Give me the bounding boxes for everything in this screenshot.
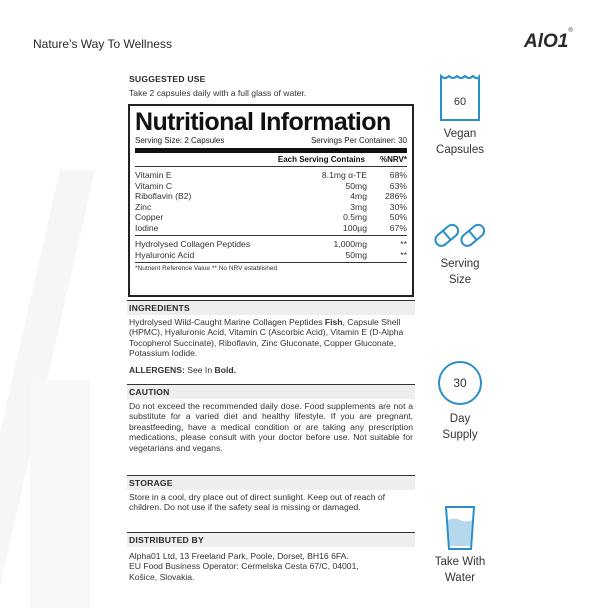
ingredients-heading: INGREDIENTS (127, 300, 415, 315)
allergens-line (127, 363, 415, 375)
ingredients-text-a: Hydrolysed Wild-Caught Marine Collagen Peptides (129, 317, 325, 327)
feature-take-with-water (425, 504, 495, 586)
ingredients-text (127, 315, 415, 359)
caution-heading: CAUTION (127, 384, 415, 399)
feature-label-2: Size (448, 274, 472, 286)
nutrition-thick-rule (135, 148, 407, 153)
nutrient-name: Vitamin E (135, 170, 172, 180)
suggested-use-section (127, 72, 415, 98)
eu-operator: EU Food Business Operator: Cermelska Cesta 67/C, 04001, (129, 561, 359, 572)
feature-serving-size (425, 218, 495, 288)
distributed-text (127, 549, 415, 582)
nutrient-value: 50mg (345, 180, 367, 191)
nrv-column-header: %NRV* (380, 155, 407, 164)
header (0, 0, 608, 70)
allergens-bold: Bold. (214, 364, 236, 375)
nutrient-value: 8.1mg α-TE (321, 170, 367, 180)
nutrient-name: Vitamin C (135, 180, 173, 191)
ingredients-text-b: , Capsule Shell (HPMC), Hyaluronic Acid, Vitamin C (Ascorbic Acid), Vitamin E (D-Alpha Tocopherol Succinate), Riboflavin, Zinc Gluconate, Copper Gluconate, Potassium Iodide. (129, 317, 404, 359)
water-glass-icon (440, 504, 480, 552)
day-circle-icon (435, 358, 485, 408)
feature-label-2: Supply (442, 429, 478, 441)
nutrition-panel (128, 104, 414, 297)
servings-per-container: Servings Per Container: 30 (310, 136, 407, 145)
pouch-number: 60 (453, 96, 467, 108)
amount-column-header: Each Serving Contains (277, 155, 365, 164)
nutrient-row (135, 181, 407, 192)
brand-logo (524, 27, 573, 53)
storage-section (127, 475, 415, 513)
nutrient-value: 50mg (345, 249, 367, 260)
nutrient-nrv: 50% (389, 212, 407, 222)
nutrient-value: 4mg (350, 191, 367, 201)
serving-size: Serving Size: 2 Capsules (135, 136, 225, 145)
nutrient-value: 100µg (342, 222, 367, 233)
nutrient-nrv: 286% (385, 191, 407, 201)
feature-label-1: Vegan (443, 128, 477, 140)
feature-label (425, 411, 495, 443)
nutrient-name: Zinc (135, 201, 152, 212)
capsules-icon (431, 218, 489, 252)
nutrient-row (135, 202, 407, 213)
storage-heading: STORAGE (127, 475, 415, 490)
ingredients-section (127, 300, 415, 375)
feature-label (425, 256, 495, 288)
feature-vegan-capsules (425, 72, 495, 158)
nutrient-value: 0.5mg (343, 212, 367, 222)
brand-name: AlO1 (524, 31, 569, 52)
nutrient-nrv: 63% (389, 180, 407, 191)
nutrient-nrv: ** (400, 239, 407, 249)
nutrient-row (135, 250, 407, 261)
pouch-icon (435, 72, 485, 124)
feature-label-1: Take With (434, 556, 486, 568)
nutrient-row (135, 191, 407, 202)
suggested-use-heading: SUGGESTED USE (127, 72, 415, 86)
storage-text: Store in a cool, dry place out of direct sunlight. Keep out of reach of children. Do not use if the safety seal is missing or damaged. (129, 492, 386, 513)
nutrient-row (135, 170, 407, 181)
feature-label-1: Serving (440, 258, 480, 270)
nutrient-row (135, 223, 407, 234)
serving-info (135, 136, 407, 145)
nutrition-column-header (135, 155, 407, 166)
nutrient-group-other (135, 236, 407, 262)
distributor-address: Alpha01 Ltd, 13 Freeland Park, Poole, Dorset, BH16 6FA. (129, 551, 349, 561)
feature-label-2: Capsules (436, 144, 484, 156)
feature-label-1: Day (449, 413, 471, 425)
nutrient-value: 1,000mg (333, 239, 367, 249)
tagline: Nature’s Way To Wellness (33, 37, 172, 51)
allergens-text: See In (184, 364, 215, 375)
distributed-section (127, 532, 415, 582)
nutrition-rule (135, 262, 407, 263)
day-number: 30 (453, 376, 467, 390)
nutrient-nrv: 30% (389, 201, 407, 212)
brand-watermark-icon (0, 80, 120, 608)
nutrient-nrv: 68% (389, 170, 407, 180)
nutrient-name: Riboflavin (B2) (135, 191, 192, 201)
nutrition-footnote: *Nutrient Reference Value ** No NRV established (135, 265, 278, 272)
nutrient-name: Hydrolysed Collagen Peptides (135, 239, 251, 249)
nutrient-row (135, 212, 407, 223)
caution-section (127, 384, 415, 453)
feature-label (425, 126, 495, 158)
suggested-use-text: Take 2 capsules daily with a full glass of water. (129, 88, 307, 98)
allergens-label: ALLERGENS: (129, 364, 185, 375)
eu-operator-city: Košice, Slovakia. (129, 571, 195, 582)
nutrient-name: Copper (135, 212, 164, 222)
nutrient-group-vitamins (135, 167, 407, 235)
nutrient-nrv: ** (400, 249, 407, 260)
caution-text: Do not exceed the recommended daily dose. Food supplements are not a substitute for a varied diet and healthy lifestyle. If you are pregnant, breastfeeding, have a medical condition or are taking any prescription medications, please consult with your doctor before use. Not suitable for vegetarians and vegans. (129, 401, 413, 453)
nutrient-name: Hyaluronic Acid (135, 249, 195, 260)
allergen-fish: Fish (324, 317, 343, 327)
feature-label-2: Water (444, 572, 476, 584)
feature-day-supply (425, 358, 495, 443)
registered-mark: ® (568, 27, 573, 34)
nutrient-value: 3mg (350, 201, 367, 212)
nutrition-title: Nutritional Information (135, 108, 391, 136)
nutrient-name: Iodine (135, 222, 159, 233)
nutrient-row (135, 239, 407, 250)
nutrient-nrv: 67% (389, 222, 407, 233)
feature-label (425, 554, 495, 586)
distributed-heading: DISTRIBUTED BY (127, 532, 415, 547)
